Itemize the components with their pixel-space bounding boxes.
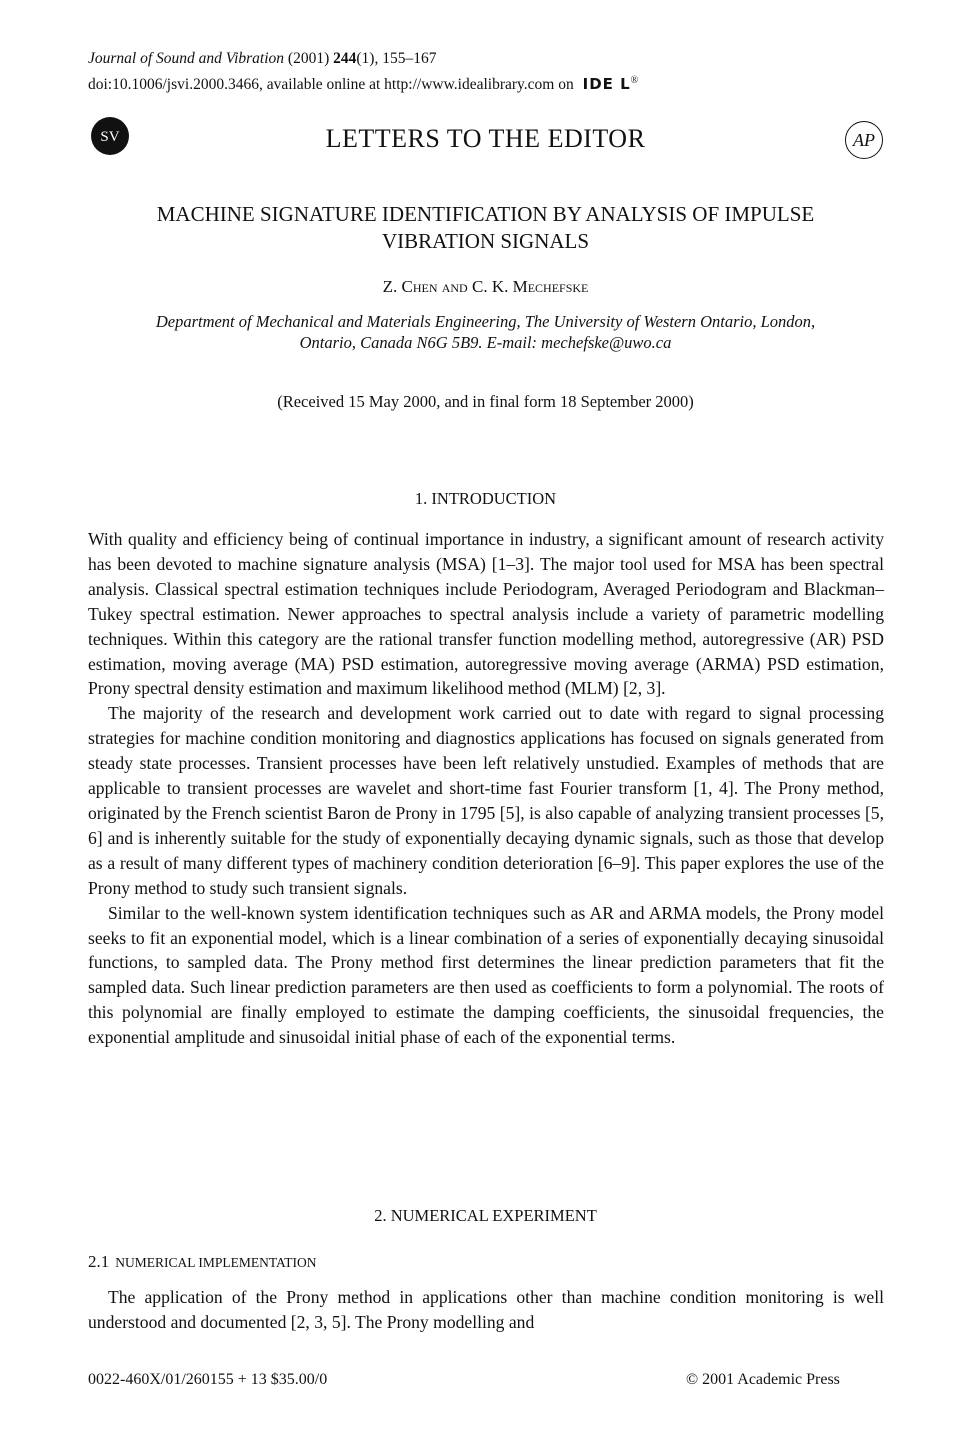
footer-copyright — [686, 1371, 840, 1389]
intro-paragraph-1: With quality and efficiency being of continual importance in industry, a significant amount of research activity has been devoted to machine signature analysis (MSA) [1–3]. The major tool used for MSA has been spectral analysis. Classical spectral estimation techniques include Periodogram, Averaged Periodogram and Blackman–Tukey spectral estimation. Newer approaches to spectral analysis include a variety of parametric modelling techniques. Within this category are the rational transfer function modelling method, autoregressive (AR) PSD estimation, moving average (MA) PSD estimation, autoregressive moving average (ARMA) PSD estimation, Prony spectral density estimation and maximum likelihood method (MLM) [2, 3]. — [88, 529, 884, 699]
section-banner: LETTERS TO THE EDITOR — [325, 124, 646, 153]
affiliation — [80, 311, 891, 353]
title-line-1: MACHINE SIGNATURE IDENTIFICATION BY ANALYSIS OF IMPULSE — [156, 202, 815, 226]
affiliation-line-1: Department of Mechanical and Materials Engineering, The University of Western Ontario, London, — [155, 312, 816, 331]
authors: Z. Chen and C. K. Mechefske — [382, 277, 589, 296]
footer-code: 0022-460X/01/260155 + 13 $35.00/0 — [88, 1371, 328, 1388]
journal-year: (2001) — [287, 50, 330, 67]
intro-heading: 1. INTRODUCTION — [414, 489, 557, 508]
received-dates: (Received 15 May 2000, and in final form 18 September 2000) — [277, 392, 694, 411]
ideal-logo: IDE L® — [582, 75, 640, 93]
intro-body — [88, 527, 884, 1050]
paper-title — [80, 201, 891, 255]
subsection-title: NUMERICAL IMPLEMENTATION — [115, 1255, 317, 1270]
numexp-heading: 2. NUMERICAL EXPERIMENT — [374, 1206, 597, 1225]
copyright-symbol: © — [686, 1371, 699, 1388]
intro-paragraph-3: Similar to the well-known system identification techniques such as AR and ARMA models, the Prony model seeks to fit an exponential model, which is a linear combination of a series of exponentially decaying sinusoidal functions, to sampled data. The Prony method first determines the linear prediction parameters that fit the sampled data. Such linear prediction parameters are then used as coefficients to form a polynomial. The roots of this polynomial are finally employed to estimate the damping coefficients, the sinusoidal frequencies, the exponential amplitude and sinusoidal initial phase of each of the exponential terms. — [88, 902, 884, 1048]
sv-logo: SV — [91, 117, 129, 155]
subsection-number: 2.1 — [88, 1252, 110, 1271]
copyright-text: 2001 Academic Press — [702, 1371, 840, 1388]
journal-issue-pages: (1), 155–167 — [356, 50, 437, 67]
subsection-heading — [88, 1252, 317, 1272]
intro-paragraph-2: The majority of the research and development work carried out to date with regard to signal processing strategies for machine condition monitoring and diagnostics applications has focused on signals generated from steady state processes. Transient processes have been left relatively unstudied. Examples of methods that are applicable to transient processes are wavelet and short-time fast Fourier transform [1, 4]. The Prony method, originated by the French scientist Baron de Prony in 1795 [5], is also capable of analyzing transient processes [5, 6] and is inherently suitable for the study of exponentially decaying dynamic signals, such as those that develop as a result of many different types of machinery condition deterioration [6–9]. This paper explores the use of the Prony method to study such transient signals. — [88, 703, 884, 898]
numexp-body — [88, 1285, 884, 1335]
title-line-2: VIBRATION SIGNALS — [381, 229, 590, 253]
journal-citation — [88, 49, 436, 69]
doi-text: doi:10.1006/jsvi.2000.3466, available online at http://www.idealibrary.com on — [88, 76, 574, 93]
ap-logo: AP — [845, 121, 883, 159]
journal-volume: 244 — [333, 50, 357, 67]
numexp-paragraph-1: The application of the Prony method in applications other than machine condition monitoring is well understood and documented [2, 3, 5]. The Prony modelling and — [88, 1287, 884, 1332]
affiliation-line-2: Ontario, Canada N6G 5B9. E-mail: mechefske@uwo.ca — [299, 333, 672, 352]
doi-line — [88, 71, 639, 95]
journal-name: Journal of Sound and Vibration — [88, 50, 285, 67]
